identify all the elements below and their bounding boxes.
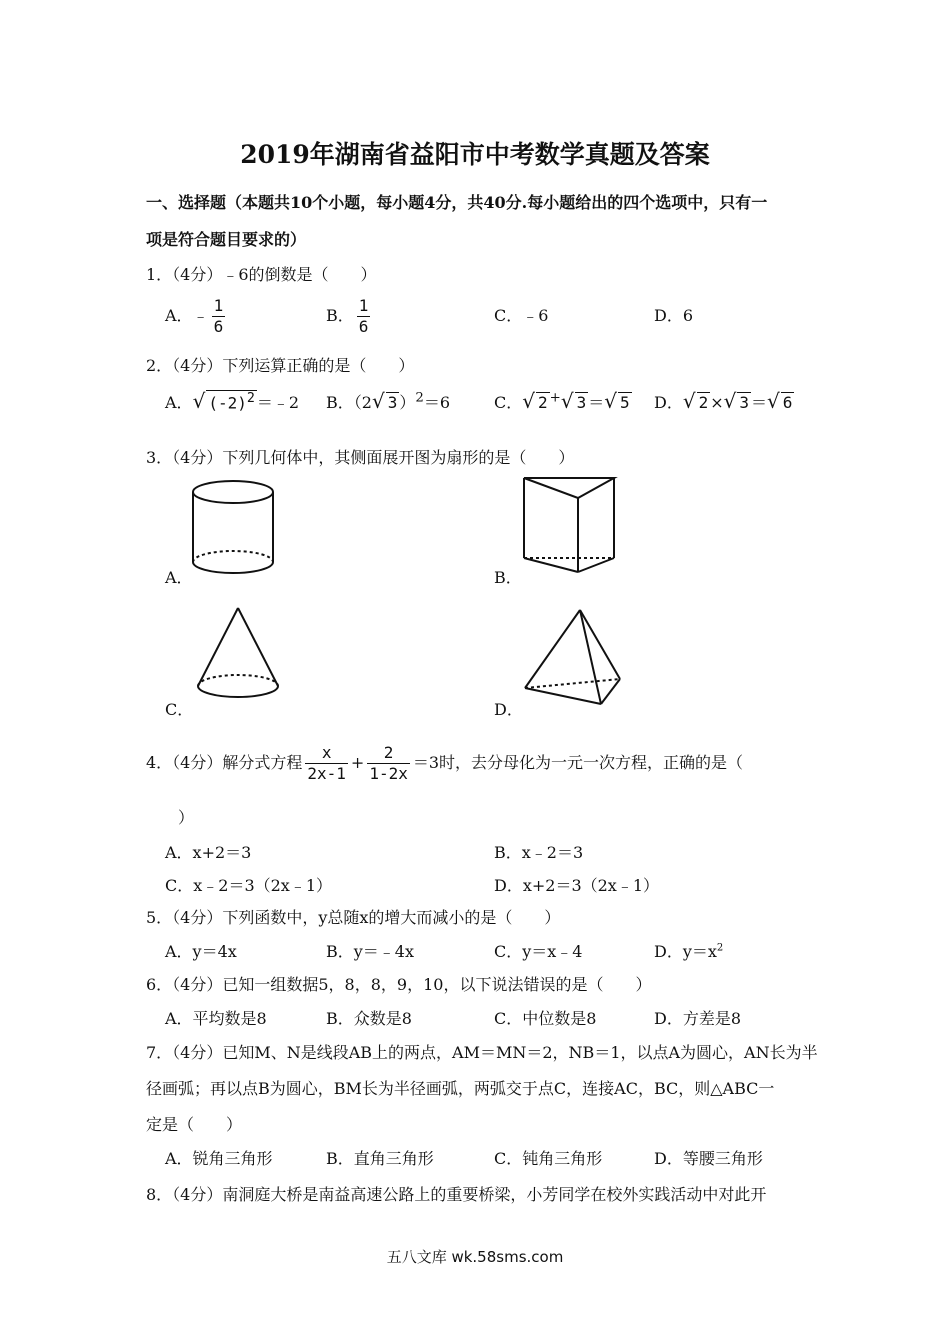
q3-option-b: B．	[494, 568, 522, 587]
q1-a-num: 1	[213, 296, 224, 315]
q2-b-rest: ）	[399, 393, 416, 412]
q1-option-b	[326, 296, 373, 337]
q6-option-d: D．方差是8	[654, 1009, 742, 1028]
q4-f1-num: x	[305, 743, 348, 764]
section-heading-line1: 一、选择题（本题共10个小题，每小题4分，共40分.每小题给出的四个选项中，只有一	[146, 193, 768, 212]
cone-figure	[194, 606, 284, 706]
q2-c-rad2: 3	[576, 393, 587, 412]
q3-option-d: D．	[494, 700, 523, 719]
q1-a-den: 6	[213, 317, 224, 336]
q2-a-radicand	[206, 390, 257, 412]
q7-line1: 7．（4分）已知M、N是线段AB上的两点，AM＝MN＝2，NB＝1，以点A为圆心，AN长为半	[146, 1043, 818, 1062]
q2-c-rad3: 5	[619, 393, 630, 412]
q2-d-eq: ＝	[751, 393, 768, 412]
sqrt-icon: √	[723, 389, 737, 413]
page-title: 2019年湖南省益阳市中考数学真题及答案	[240, 140, 710, 169]
q5-option-c: C．y＝x﹣4	[494, 942, 583, 961]
q6-option-c: C．中位数是8	[494, 1009, 597, 1028]
sqrt-icon: √	[767, 389, 780, 413]
q2-b-radicand: 3	[387, 393, 398, 412]
q1-a-label: A．	[165, 306, 193, 325]
q7-option-c: C．钝角三角形	[494, 1149, 603, 1168]
q7-option-a: A．锐角三角形	[165, 1149, 273, 1168]
q4-option-a: A．x+2＝3	[165, 843, 252, 862]
q2-c-eq: ＝	[588, 393, 605, 412]
q6-option-a: A．平均数是8	[165, 1009, 267, 1028]
q5-option-a: A．y＝4x	[165, 942, 237, 961]
q1-b-fraction	[357, 296, 371, 337]
tetrahedron-figure	[523, 606, 623, 706]
q1-stem: 1．（4分）﹣6的倒数是（ ）	[146, 265, 377, 284]
q5-d-exp: 2	[716, 942, 724, 954]
q2-d-rad3: 6	[782, 393, 793, 412]
q2-b-label: B．（2	[326, 393, 372, 412]
q2-a-rad-text: (-2)	[208, 393, 247, 412]
q4-stem-pre: 4．（4分）解分式方程	[146, 753, 303, 772]
q2-d-times: ×	[710, 393, 724, 412]
sqrt-icon: √	[604, 389, 617, 413]
q2-a-rest: ＝﹣2	[256, 393, 300, 412]
cylinder-figure	[188, 478, 278, 578]
sqrt-icon: √	[192, 389, 206, 413]
q2-option-a	[165, 389, 299, 413]
q1-option-a	[165, 296, 228, 337]
q2-option-b	[326, 389, 450, 413]
q2-option-c	[494, 389, 632, 413]
q4-f2-num: 2	[367, 743, 410, 764]
q2-b-exp: 2	[415, 390, 424, 406]
q1-b-label: B．	[326, 306, 354, 325]
sqrt-icon: √	[522, 389, 535, 413]
q4-stem-end: ）	[178, 808, 195, 827]
q2-a-label: A．	[165, 393, 193, 412]
sqrt-icon: √	[682, 389, 696, 413]
q4-f1-den: 2x-1	[307, 764, 346, 783]
q7-line2: 径画弧；再以点B为圆心，BM长为半径画弧，两弧交于点C，连接AC，BC，则△ABC一	[146, 1079, 775, 1098]
q3-option-a: A．	[165, 568, 193, 587]
q4-f2-den: 1-2x	[369, 764, 408, 783]
q2-d-rad1: 2	[698, 393, 709, 412]
q2-c-rad1: 2	[538, 393, 548, 412]
q8-line1: 8．（4分）南洞庭大桥是南益高速公路上的重要桥梁，小芳同学在校外实践活动中对此开	[146, 1185, 767, 1204]
q7-option-d: D．等腰三角形	[654, 1149, 763, 1168]
sqrt-icon: √	[371, 389, 385, 413]
q2-c-label: C．	[494, 393, 523, 412]
q4-stem	[146, 743, 743, 784]
q5-option-d	[654, 939, 723, 962]
q4-option-d: D．x+2＝3（2x﹣1）	[494, 876, 660, 895]
q5-option-b: B．y＝﹣4x	[326, 942, 415, 961]
footer-watermark: 五八文库 wk.58sms.com	[386, 1248, 564, 1266]
q4-fraction-1	[305, 743, 348, 784]
q4-fraction-2	[367, 743, 410, 784]
q6-option-b: B．众数是8	[326, 1009, 412, 1028]
q2-option-d	[654, 389, 794, 413]
triangular-prism-figure	[520, 474, 620, 574]
q7-line3: 定是（ ）	[146, 1115, 243, 1134]
q1-a-sign: ﹣	[192, 306, 209, 325]
q3-option-c: C．	[165, 700, 194, 719]
q1-a-fraction	[212, 296, 226, 337]
q1-option-d: D．6	[654, 306, 694, 325]
q4-stem-post: ＝3时，去分母化为一元一次方程，正确的是（	[412, 753, 744, 772]
q2-c-plus: +	[549, 390, 561, 406]
q1-b-den: 6	[358, 317, 369, 336]
q6-stem: 6．（4分）已知一组数据5，8，8，9，10，以下说法错误的是（ ）	[146, 975, 652, 994]
q5-d-text: D．y＝x	[654, 942, 717, 961]
q1-option-c: C．﹣6	[494, 306, 549, 325]
q2-stem: 2．（4分）下列运算正确的是（ ）	[146, 356, 415, 375]
q5-stem: 5．（4分）下列函数中，y总随x的增大而减小的是（ ）	[146, 908, 561, 927]
q2-b-tail: ＝6	[423, 393, 451, 412]
q4-plus: +	[350, 753, 365, 772]
sqrt-icon: √	[560, 389, 574, 413]
q1-b-num: 1	[358, 296, 369, 315]
q4-option-c: C．x﹣2＝3（2x﹣1）	[165, 876, 333, 895]
q3-stem: 3．（4分）下列几何体中，其侧面展开图为扇形的是（ ）	[146, 448, 575, 467]
q2-d-rad2: 3	[739, 393, 750, 412]
section-heading-line2: 项是符合题目要求的）	[146, 230, 307, 249]
q7-option-b: B．直角三角形	[326, 1149, 434, 1168]
q2-a-exp: 2	[246, 390, 255, 406]
q4-option-b: B．x﹣2＝3	[494, 843, 584, 862]
q2-d-label: D．	[654, 393, 683, 412]
